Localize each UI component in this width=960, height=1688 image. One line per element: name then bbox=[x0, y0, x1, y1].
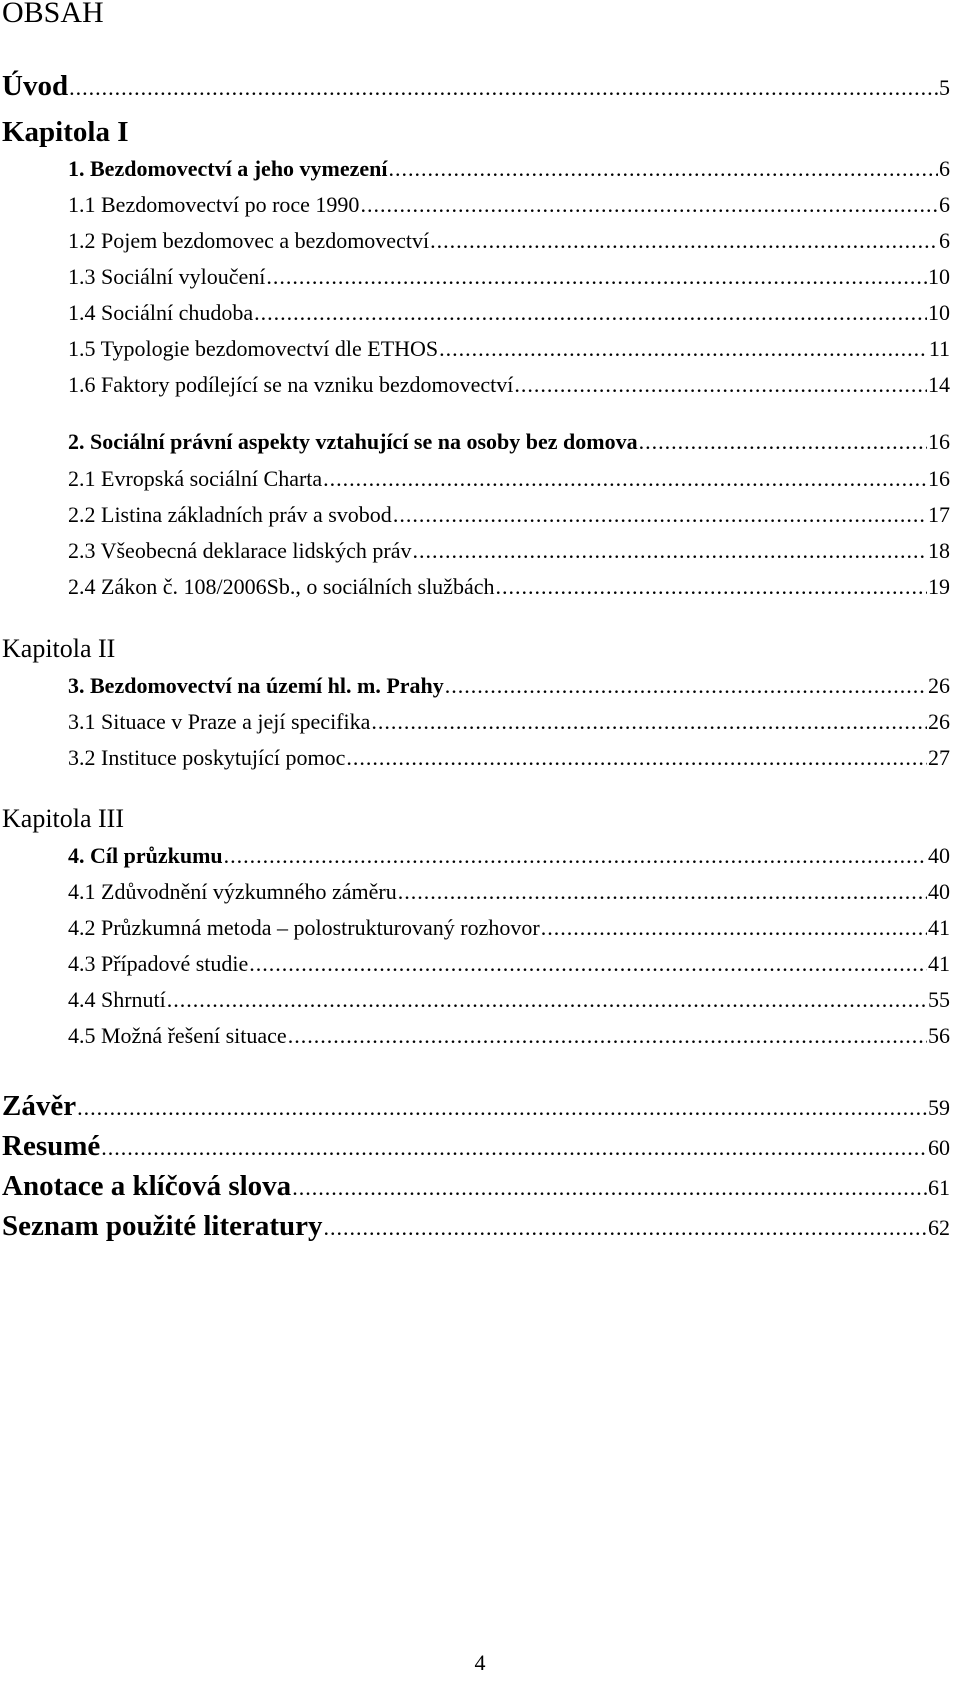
toc-entry[interactable] bbox=[68, 228, 950, 254]
dot-leader bbox=[77, 1095, 927, 1121]
chapter-heading: Kapitola II bbox=[2, 634, 116, 663]
toc-entry[interactable] bbox=[68, 574, 950, 600]
toc-entry-label: 1.1 Bezdomovectví po roce 1990 bbox=[68, 192, 360, 217]
toc-entry-label: 4.2 Průzkumná metoda – polostrukturovaný rozhovor bbox=[68, 915, 540, 940]
toc-entry[interactable] bbox=[68, 987, 950, 1013]
toc-entry-page: 41 bbox=[928, 951, 950, 976]
dot-leader bbox=[346, 745, 927, 771]
toc-entry[interactable] bbox=[68, 156, 950, 182]
page-number: 4 bbox=[474, 1650, 486, 1675]
toc-entry-page: 56 bbox=[928, 1023, 950, 1048]
dot-leader bbox=[254, 300, 927, 326]
toc-entry[interactable] bbox=[68, 502, 950, 528]
toc-entry-label: Úvod bbox=[2, 70, 69, 102]
dot-leader bbox=[439, 336, 928, 362]
toc-entry-page: 6 bbox=[939, 228, 950, 253]
toc-entry-label: 3.1 Situace v Praze a její specifika bbox=[68, 709, 371, 734]
toc-entry[interactable] bbox=[68, 1023, 950, 1049]
toc-entry-label: 4.5 Možná řešení situace bbox=[68, 1023, 287, 1048]
toc-entry-page: 40 bbox=[928, 843, 950, 868]
toc-entry[interactable] bbox=[68, 709, 950, 735]
dot-leader bbox=[224, 843, 927, 869]
toc-entry-page: 14 bbox=[928, 372, 950, 397]
toc-entry-page: 59 bbox=[928, 1095, 950, 1120]
toc-entry-page: 26 bbox=[928, 709, 950, 734]
toc-entry-label: 4. Cíl průzkumu bbox=[68, 843, 223, 868]
dot-leader bbox=[323, 466, 927, 492]
toc-entry-page: 11 bbox=[928, 336, 950, 361]
toc-entry-label: Resumé bbox=[2, 1130, 101, 1162]
toc-entry-page: 16 bbox=[928, 429, 950, 454]
dot-leader bbox=[541, 915, 927, 941]
toc-entry-page: 17 bbox=[928, 502, 950, 527]
toc-entry-label: 3. Bezdomovectví na území hl. m. Prahy bbox=[68, 673, 444, 698]
dot-leader bbox=[266, 264, 927, 290]
toc-entry[interactable] bbox=[68, 264, 950, 290]
dot-leader bbox=[398, 879, 927, 905]
toc-entry[interactable] bbox=[68, 915, 950, 941]
toc-entry[interactable] bbox=[68, 879, 950, 905]
toc-entry-page: 19 bbox=[928, 574, 950, 599]
toc-entry-label: 2. Sociální právní aspekty vztahující se na osoby bez domova bbox=[68, 429, 638, 454]
toc-entry-page: 41 bbox=[928, 915, 950, 940]
dot-leader bbox=[639, 429, 927, 455]
toc-entry-label: 2.1 Evropská sociální Charta bbox=[68, 466, 323, 491]
dot-leader bbox=[371, 709, 927, 735]
toc-entry-label: 2.3 Všeobecná deklarace lidských práv bbox=[68, 538, 412, 563]
toc-entry[interactable] bbox=[68, 466, 950, 492]
chapter-heading: Kapitola I bbox=[2, 116, 129, 148]
dot-leader bbox=[292, 1175, 927, 1201]
toc-entry-uvod[interactable] bbox=[2, 70, 950, 103]
toc-entry-page: 61 bbox=[928, 1175, 950, 1200]
dot-leader bbox=[413, 538, 927, 564]
dot-leader bbox=[495, 574, 927, 600]
toc-entry-label: Seznam použité literatury bbox=[2, 1210, 323, 1242]
dot-leader bbox=[389, 156, 938, 182]
toc-entry-page: 26 bbox=[928, 673, 950, 698]
toc-entry[interactable] bbox=[68, 336, 950, 362]
toc-entry[interactable] bbox=[68, 951, 950, 977]
dot-leader bbox=[324, 1215, 927, 1241]
toc-entry-label: Závěr bbox=[2, 1090, 77, 1122]
toc-entry-label: 1.6 Faktory podílející se na vzniku bezdomovectví bbox=[68, 372, 514, 397]
toc-entry-label: 1.2 Pojem bezdomovec a bezdomovectví bbox=[68, 228, 430, 253]
toc-entry[interactable] bbox=[68, 843, 950, 869]
dot-leader bbox=[430, 228, 938, 254]
toc-entry[interactable] bbox=[68, 372, 950, 398]
toc-entry-page: 6 bbox=[939, 156, 950, 181]
toc-entry-page: 55 bbox=[928, 987, 950, 1012]
dot-leader bbox=[514, 372, 927, 398]
toc-entry[interactable] bbox=[68, 745, 950, 771]
toc-entry[interactable] bbox=[68, 673, 950, 699]
toc-entry-label: 2.2 Listina základních práv a svobod bbox=[68, 502, 392, 527]
toc-entry-page: 40 bbox=[928, 879, 950, 904]
toc-entry-label: Anotace a klíčová slova bbox=[2, 1170, 292, 1202]
toc-entry-label: 1.5 Typologie bezdomovectví dle ETHOS bbox=[68, 336, 439, 361]
toc-entry-page: 62 bbox=[928, 1215, 950, 1240]
chapter-heading: Kapitola III bbox=[2, 804, 125, 833]
toc-entry[interactable] bbox=[68, 538, 950, 564]
toc-title: OBSAH bbox=[2, 0, 104, 29]
toc-entry[interactable] bbox=[68, 192, 950, 218]
toc-entry-page: 27 bbox=[928, 745, 950, 770]
dot-leader bbox=[445, 673, 927, 699]
dot-leader bbox=[360, 192, 938, 218]
toc-entry-label: 2.4 Zákon č. 108/2006Sb., o sociálních službách bbox=[68, 574, 495, 599]
toc-entry[interactable] bbox=[68, 300, 950, 326]
toc-entry-page: 16 bbox=[928, 466, 950, 491]
toc-entry-page: 10 bbox=[928, 300, 950, 325]
toc-entry-label: 1.3 Sociální vyloučení bbox=[68, 264, 266, 289]
toc-entry[interactable] bbox=[2, 1170, 950, 1203]
toc-entry-page: 60 bbox=[928, 1135, 950, 1160]
toc-entry[interactable] bbox=[2, 1210, 950, 1243]
toc-entry-page: 18 bbox=[928, 538, 950, 563]
toc-entry[interactable] bbox=[68, 429, 950, 455]
dot-leader bbox=[69, 75, 938, 101]
toc-entry-label: 1.4 Sociální chudoba bbox=[68, 300, 254, 325]
toc-entry[interactable] bbox=[2, 1090, 950, 1123]
toc-entry-label: 1. Bezdomovectví a jeho vymezení bbox=[68, 156, 388, 181]
dot-leader bbox=[288, 1023, 927, 1049]
dot-leader bbox=[101, 1135, 927, 1161]
toc-entry[interactable] bbox=[2, 1130, 950, 1163]
dot-leader bbox=[249, 951, 927, 977]
toc-entry-label: 4.4 Shrnutí bbox=[68, 987, 166, 1012]
toc-entry-page: 5 bbox=[939, 75, 950, 100]
dot-leader bbox=[393, 502, 927, 528]
toc-entry-page: 10 bbox=[928, 264, 950, 289]
toc-entry-page: 6 bbox=[939, 192, 950, 217]
toc-entry-label: 4.3 Případové studie bbox=[68, 951, 249, 976]
dot-leader bbox=[167, 987, 927, 1013]
toc-entry-label: 4.1 Zdůvodnění výzkumného záměru bbox=[68, 879, 397, 904]
toc-entry-label: 3.2 Instituce poskytující pomoc bbox=[68, 745, 346, 770]
